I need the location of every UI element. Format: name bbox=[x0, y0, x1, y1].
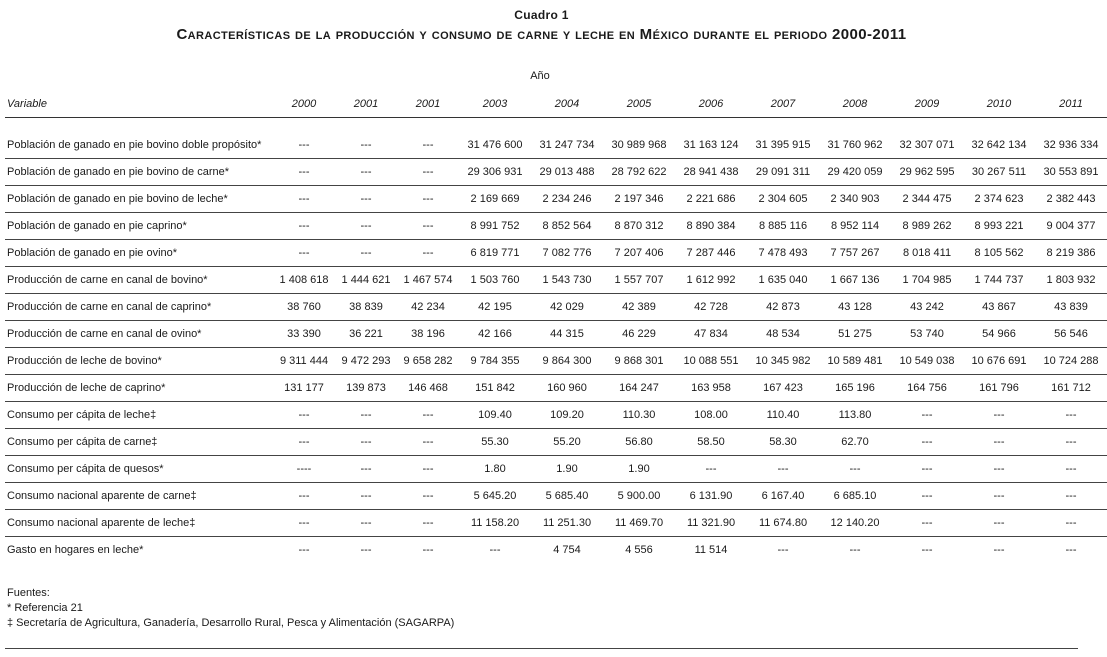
value-cell: 1.90 bbox=[531, 456, 603, 483]
value-cell: 5 645.20 bbox=[459, 483, 531, 510]
table-caption-label: Cuadro 1 bbox=[514, 8, 569, 22]
value-cell: 6 131.90 bbox=[675, 483, 747, 510]
value-cell: 8 870 312 bbox=[603, 213, 675, 240]
value-cell: 109.40 bbox=[459, 402, 531, 429]
value-cell: 1.80 bbox=[459, 456, 531, 483]
variable-cell: Producción de leche de caprino* bbox=[5, 375, 273, 402]
value-cell: 11 158.20 bbox=[459, 510, 531, 537]
value-cell: 10 676 691 bbox=[963, 348, 1035, 375]
value-cell: 1 635 040 bbox=[747, 267, 819, 294]
value-cell: --- bbox=[1035, 456, 1107, 483]
value-cell: --- bbox=[747, 456, 819, 483]
value-cell: 2 340 903 bbox=[819, 186, 891, 213]
value-cell: --- bbox=[360, 544, 372, 556]
spacer-row bbox=[5, 118, 1107, 133]
value-cell: 146 468 bbox=[397, 375, 459, 402]
year-header: 2005 bbox=[626, 97, 652, 110]
value-cell: --- bbox=[422, 544, 434, 556]
value-cell: 8 993 221 bbox=[963, 213, 1035, 240]
value-cell: 53 740 bbox=[891, 321, 963, 348]
value-cell: 33 390 bbox=[273, 321, 335, 348]
value-cell: --- bbox=[1035, 402, 1107, 429]
sources-section bbox=[7, 586, 454, 631]
variable-cell: Consumo nacional aparente de leche‡ bbox=[5, 510, 273, 537]
value-cell: --- bbox=[891, 483, 963, 510]
value-cell: 8 991 752 bbox=[459, 213, 531, 240]
value-cell: 5 900.00 bbox=[603, 483, 675, 510]
year-header: 2003 bbox=[482, 97, 508, 110]
value-cell: 108.00 bbox=[675, 402, 747, 429]
value-cell: 1 467 574 bbox=[397, 267, 459, 294]
value-cell: 11 251.30 bbox=[531, 510, 603, 537]
value-cell: 29 420 059 bbox=[819, 159, 891, 186]
value-cell: 131 177 bbox=[273, 375, 335, 402]
table-row bbox=[5, 186, 1107, 213]
value-cell: --- bbox=[1035, 483, 1107, 510]
value-cell: 47 834 bbox=[675, 321, 747, 348]
value-cell: 151 842 bbox=[459, 375, 531, 402]
value-cell: 10 345 982 bbox=[747, 348, 819, 375]
table-title: Características de la producción y consumo de carne y leche en México durante el periodo 2000-2011 bbox=[176, 26, 907, 43]
value-cell: 29 013 488 bbox=[531, 159, 603, 186]
value-cell: 8 890 384 bbox=[675, 213, 747, 240]
table-row bbox=[5, 159, 1107, 186]
value-cell: 38 839 bbox=[335, 294, 397, 321]
value-cell: 12 140.20 bbox=[819, 510, 891, 537]
value-cell: 58.30 bbox=[747, 429, 819, 456]
value-cell: 9 658 282 bbox=[397, 348, 459, 375]
value-cell: 9 864 300 bbox=[531, 348, 603, 375]
bottom-rule bbox=[5, 648, 1078, 649]
value-cell: 2 344 475 bbox=[891, 186, 963, 213]
sources-heading: Fuentes: bbox=[7, 587, 50, 599]
value-cell: --- bbox=[397, 240, 459, 267]
value-cell: 42 728 bbox=[675, 294, 747, 321]
value-cell: 38 760 bbox=[273, 294, 335, 321]
variable-cell: Producción de leche de bovino* bbox=[5, 348, 273, 375]
data-table bbox=[5, 90, 1107, 563]
value-cell: 113.80 bbox=[819, 402, 891, 429]
value-cell: 2 169 669 bbox=[459, 186, 531, 213]
value-cell: 11 674.80 bbox=[747, 510, 819, 537]
year-header: 2000 bbox=[291, 97, 317, 110]
table-row bbox=[5, 348, 1107, 375]
value-cell: 8 105 562 bbox=[963, 240, 1035, 267]
value-cell: 32 936 334 bbox=[1035, 132, 1107, 159]
value-cell: 8 952 114 bbox=[819, 213, 891, 240]
value-cell: --- bbox=[963, 510, 1035, 537]
value-cell: 44 315 bbox=[531, 321, 603, 348]
value-cell: 2 234 246 bbox=[531, 186, 603, 213]
value-cell: 7 207 406 bbox=[603, 240, 675, 267]
year-header: 2008 bbox=[842, 97, 868, 110]
value-cell: 1 667 136 bbox=[819, 267, 891, 294]
year-header: 2004 bbox=[554, 97, 580, 110]
value-cell: 31 247 734 bbox=[531, 132, 603, 159]
value-cell: --- bbox=[273, 213, 335, 240]
value-cell: 28 941 438 bbox=[675, 159, 747, 186]
value-cell: --- bbox=[397, 510, 459, 537]
value-cell: 6 167.40 bbox=[747, 483, 819, 510]
value-cell: 31 163 124 bbox=[675, 132, 747, 159]
value-cell: --- bbox=[397, 159, 459, 186]
value-cell: 42 389 bbox=[603, 294, 675, 321]
value-cell: --- bbox=[335, 510, 397, 537]
variable-cell: Población de ganado en pie bovino de carne* bbox=[5, 159, 273, 186]
value-cell: 1 503 760 bbox=[459, 267, 531, 294]
value-cell: 1 744 737 bbox=[963, 267, 1035, 294]
value-cell: 1 444 621 bbox=[335, 267, 397, 294]
value-cell: 9 311 444 bbox=[273, 348, 335, 375]
value-cell: 8 885 116 bbox=[747, 213, 819, 240]
value-cell: --- bbox=[273, 132, 335, 159]
value-cell: 11 321.90 bbox=[675, 510, 747, 537]
variable-cell: Consumo per cápita de leche‡ bbox=[5, 402, 273, 429]
value-cell: --- bbox=[397, 213, 459, 240]
value-cell: --- bbox=[335, 213, 397, 240]
value-cell: 8 219 386 bbox=[1035, 240, 1107, 267]
value-cell: --- bbox=[335, 456, 397, 483]
value-cell: --- bbox=[777, 544, 789, 556]
value-cell: 1 612 992 bbox=[675, 267, 747, 294]
variable-cell: Población de ganado en pie ovino* bbox=[5, 240, 273, 267]
value-cell: --- bbox=[819, 456, 891, 483]
value-cell: --- bbox=[335, 429, 397, 456]
value-cell: --- bbox=[397, 456, 459, 483]
variable-header: Variable bbox=[7, 97, 47, 110]
value-cell: --- bbox=[675, 456, 747, 483]
value-cell: --- bbox=[1035, 429, 1107, 456]
variable-cell: Población de ganado en pie caprino* bbox=[5, 213, 273, 240]
value-cell: 7 082 776 bbox=[531, 240, 603, 267]
value-cell: --- bbox=[335, 159, 397, 186]
year-header: 2001 bbox=[415, 97, 441, 110]
year-header: 2001 bbox=[353, 97, 379, 110]
value-cell: --- bbox=[397, 132, 459, 159]
value-cell: 10 088 551 bbox=[675, 348, 747, 375]
value-cell: 58.50 bbox=[675, 429, 747, 456]
value-cell: 6 685.10 bbox=[819, 483, 891, 510]
value-cell: --- bbox=[335, 132, 397, 159]
table-row bbox=[5, 537, 1107, 564]
value-cell: 9 004 377 bbox=[1035, 213, 1107, 240]
value-cell: --- bbox=[921, 544, 933, 556]
year-header: 2011 bbox=[1059, 97, 1083, 110]
value-cell: 165 196 bbox=[819, 375, 891, 402]
year-header: 2006 bbox=[698, 97, 724, 110]
value-cell: 62.70 bbox=[819, 429, 891, 456]
table-row bbox=[5, 213, 1107, 240]
value-cell: --- bbox=[273, 159, 335, 186]
value-cell: 56 546 bbox=[1035, 321, 1107, 348]
value-cell: 164 756 bbox=[891, 375, 963, 402]
value-cell: --- bbox=[1065, 544, 1077, 556]
variable-cell: Gasto en hogares en leche* bbox=[7, 544, 144, 556]
value-cell: 29 306 931 bbox=[459, 159, 531, 186]
value-cell: 29 962 595 bbox=[891, 159, 963, 186]
value-cell: --- bbox=[335, 483, 397, 510]
value-cell: 8 989 262 bbox=[891, 213, 963, 240]
value-cell: 32 642 134 bbox=[963, 132, 1035, 159]
value-cell: --- bbox=[891, 456, 963, 483]
variable-cell: Consumo nacional aparente de carne‡ bbox=[5, 483, 273, 510]
value-cell: 2 197 346 bbox=[603, 186, 675, 213]
value-cell: --- bbox=[891, 510, 963, 537]
value-cell: 43 867 bbox=[963, 294, 1035, 321]
value-cell: 8 018 411 bbox=[891, 240, 963, 267]
value-cell: --- bbox=[335, 240, 397, 267]
value-cell: 42 873 bbox=[747, 294, 819, 321]
table-row bbox=[5, 510, 1107, 537]
value-cell: 43 839 bbox=[1035, 294, 1107, 321]
value-cell: 110.30 bbox=[603, 402, 675, 429]
value-cell: 7 287 446 bbox=[675, 240, 747, 267]
value-cell: --- bbox=[273, 510, 335, 537]
value-cell: 43 128 bbox=[819, 294, 891, 321]
value-cell: --- bbox=[397, 402, 459, 429]
value-cell: --- bbox=[963, 483, 1035, 510]
value-cell: 48 534 bbox=[747, 321, 819, 348]
value-cell: 38 196 bbox=[397, 321, 459, 348]
value-cell: 2 374 623 bbox=[963, 186, 1035, 213]
value-cell: 30 267 511 bbox=[963, 159, 1035, 186]
value-cell: 5 685.40 bbox=[531, 483, 603, 510]
value-cell: 9 472 293 bbox=[335, 348, 397, 375]
table-row bbox=[5, 267, 1107, 294]
value-cell: 164 247 bbox=[603, 375, 675, 402]
value-cell: --- bbox=[489, 544, 501, 556]
value-cell: 10 724 288 bbox=[1035, 348, 1107, 375]
value-cell: 4 754 bbox=[553, 544, 581, 556]
value-cell: 163 958 bbox=[675, 375, 747, 402]
value-cell: 51 275 bbox=[819, 321, 891, 348]
value-cell: 109.20 bbox=[531, 402, 603, 429]
spacer-cell bbox=[5, 118, 1107, 133]
value-cell: --- bbox=[397, 483, 459, 510]
table-row bbox=[5, 294, 1107, 321]
value-cell: --- bbox=[963, 402, 1035, 429]
table-row bbox=[5, 240, 1107, 267]
value-cell: --- bbox=[273, 186, 335, 213]
value-cell: --- bbox=[273, 483, 335, 510]
value-cell: --- bbox=[273, 402, 335, 429]
value-cell: --- bbox=[891, 429, 963, 456]
value-cell: 31 760 962 bbox=[819, 132, 891, 159]
value-cell: --- bbox=[335, 186, 397, 213]
year-group-label: Año bbox=[530, 70, 550, 82]
variable-cell: Consumo per cápita de quesos* bbox=[5, 456, 273, 483]
value-cell: 1 704 985 bbox=[891, 267, 963, 294]
value-cell: 1 803 932 bbox=[1035, 267, 1107, 294]
value-cell: 7 757 267 bbox=[819, 240, 891, 267]
value-cell: 54 966 bbox=[963, 321, 1035, 348]
value-cell: 4 556 bbox=[625, 544, 653, 556]
value-cell: 10 589 481 bbox=[819, 348, 891, 375]
value-cell: 110.40 bbox=[747, 402, 819, 429]
value-cell: 9 868 301 bbox=[603, 348, 675, 375]
value-cell: 30 989 968 bbox=[603, 132, 675, 159]
variable-cell: Población de ganado en pie bovino doble propósito* bbox=[5, 132, 273, 159]
value-cell: --- bbox=[273, 240, 335, 267]
value-cell: 1 543 730 bbox=[531, 267, 603, 294]
value-cell: 43 242 bbox=[891, 294, 963, 321]
value-cell: 31 476 600 bbox=[459, 132, 531, 159]
value-cell: 167 423 bbox=[747, 375, 819, 402]
variable-cell: Producción de carne en canal de caprino* bbox=[5, 294, 273, 321]
value-cell: 160 960 bbox=[531, 375, 603, 402]
value-cell: 30 553 891 bbox=[1035, 159, 1107, 186]
value-cell: --- bbox=[273, 429, 335, 456]
value-cell: 10 549 038 bbox=[891, 348, 963, 375]
variable-cell: Producción de carne en canal de ovino* bbox=[5, 321, 273, 348]
value-cell: --- bbox=[298, 544, 310, 556]
value-cell: 161 712 bbox=[1035, 375, 1107, 402]
value-cell: --- bbox=[397, 429, 459, 456]
year-header: 2009 bbox=[914, 97, 940, 110]
variable-cell: Consumo per cápita de carne‡ bbox=[5, 429, 273, 456]
value-cell: ---- bbox=[273, 456, 335, 483]
value-cell: 42 029 bbox=[531, 294, 603, 321]
value-cell: 31 395 915 bbox=[747, 132, 819, 159]
value-cell: 36 221 bbox=[335, 321, 397, 348]
value-cell: 9 784 355 bbox=[459, 348, 531, 375]
table-row bbox=[5, 456, 1107, 483]
value-cell: 29 091 311 bbox=[747, 159, 819, 186]
value-cell: 56.80 bbox=[603, 429, 675, 456]
value-cell: 42 234 bbox=[397, 294, 459, 321]
value-cell: 1 557 707 bbox=[603, 267, 675, 294]
value-cell: 55.30 bbox=[459, 429, 531, 456]
value-cell: --- bbox=[993, 544, 1005, 556]
value-cell: 11 514 bbox=[694, 544, 728, 556]
value-cell: --- bbox=[1035, 510, 1107, 537]
value-cell: 6 819 771 bbox=[459, 240, 531, 267]
table-row bbox=[5, 429, 1107, 456]
value-cell: 2 221 686 bbox=[675, 186, 747, 213]
value-cell: --- bbox=[963, 429, 1035, 456]
source-note: ‡ Secretaría de Agricultura, Ganadería, Desarrollo Rural, Pesca y Alimentación (SAGARPA) bbox=[7, 617, 455, 629]
value-cell: 42 166 bbox=[459, 321, 531, 348]
value-cell: 55.20 bbox=[531, 429, 603, 456]
value-cell: --- bbox=[891, 402, 963, 429]
value-cell: 1 408 618 bbox=[273, 267, 335, 294]
year-header: 2010 bbox=[986, 97, 1012, 110]
year-header: 2007 bbox=[770, 97, 796, 110]
source-note: * Referencia 21 bbox=[7, 602, 83, 614]
table-row bbox=[5, 483, 1107, 510]
value-cell: 161 796 bbox=[963, 375, 1035, 402]
value-cell: --- bbox=[335, 402, 397, 429]
header-row bbox=[5, 90, 1107, 118]
value-cell: --- bbox=[397, 186, 459, 213]
value-cell: 28 792 622 bbox=[603, 159, 675, 186]
table-row bbox=[5, 321, 1107, 348]
variable-cell: Población de ganado en pie bovino de leche* bbox=[5, 186, 273, 213]
value-cell: 139 873 bbox=[335, 375, 397, 402]
table-row bbox=[5, 375, 1107, 402]
value-cell: 7 478 493 bbox=[747, 240, 819, 267]
table-row bbox=[5, 402, 1107, 429]
value-cell: --- bbox=[849, 544, 861, 556]
value-cell: 1.90 bbox=[603, 456, 675, 483]
value-cell: 2 304 605 bbox=[747, 186, 819, 213]
value-cell: 8 852 564 bbox=[531, 213, 603, 240]
table-row bbox=[5, 132, 1107, 159]
variable-cell: Producción de carne en canal de bovino* bbox=[5, 267, 273, 294]
value-cell: 32 307 071 bbox=[891, 132, 963, 159]
value-cell: 46 229 bbox=[603, 321, 675, 348]
value-cell: 42 195 bbox=[459, 294, 531, 321]
value-cell: 11 469.70 bbox=[603, 510, 675, 537]
value-cell: 2 382 443 bbox=[1035, 186, 1107, 213]
value-cell: --- bbox=[963, 456, 1035, 483]
